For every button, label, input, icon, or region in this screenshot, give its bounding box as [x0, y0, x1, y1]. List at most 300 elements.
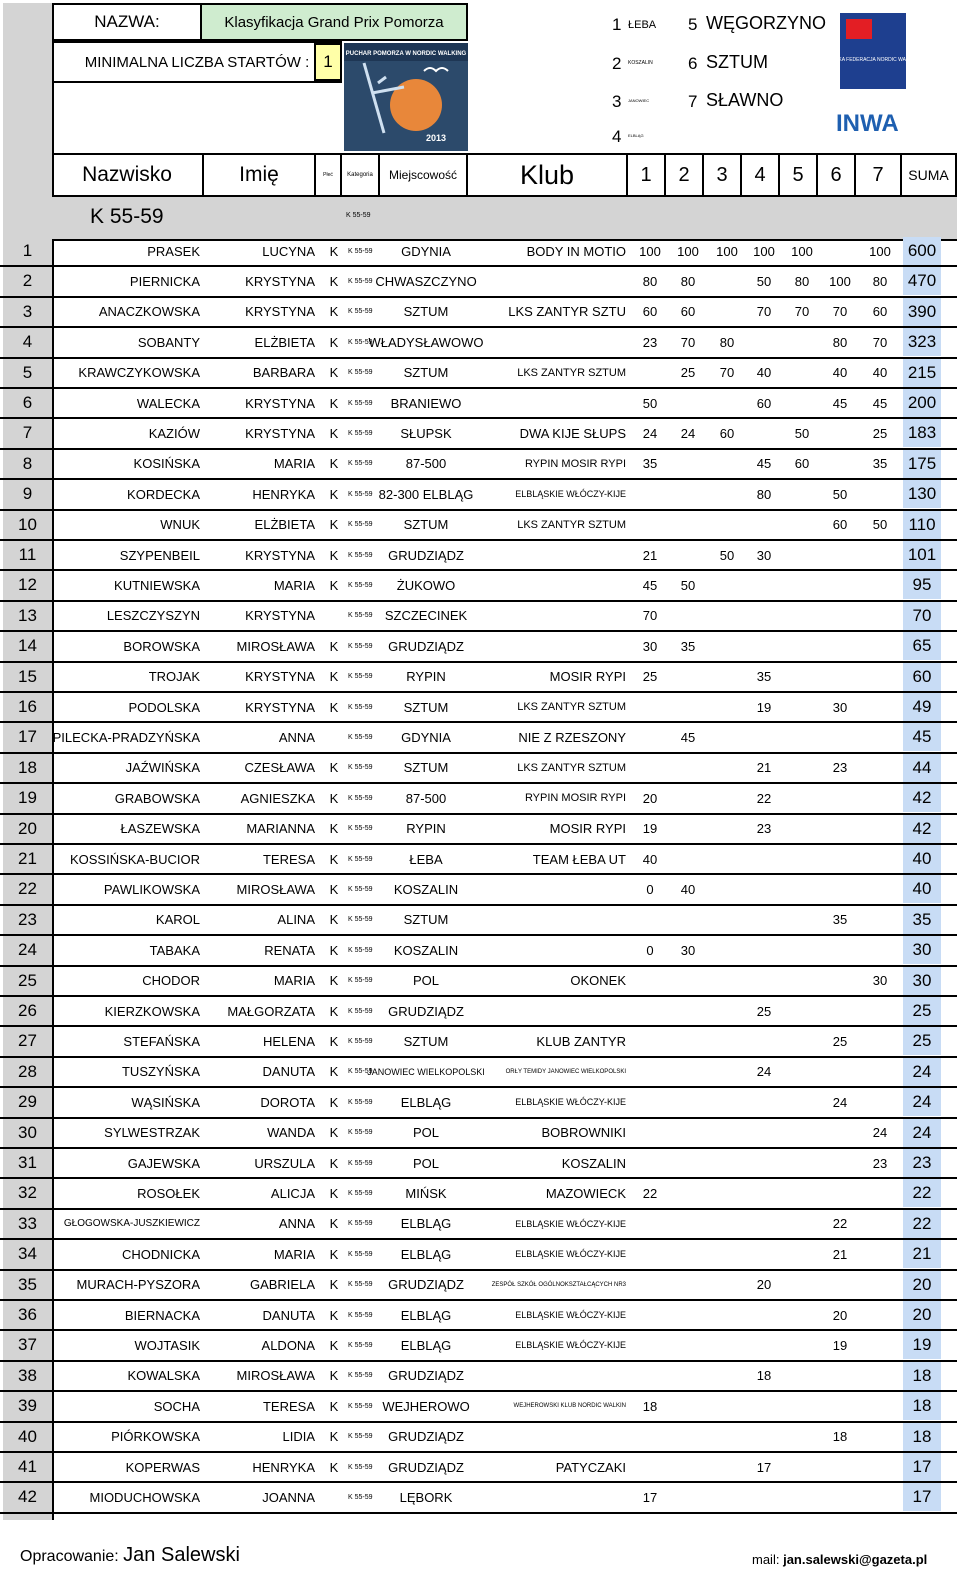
table-row: [0, 1058, 957, 1088]
row-sex: K: [329, 851, 339, 867]
row-sex: K: [329, 699, 339, 715]
row-round-6: 25: [832, 1033, 848, 1049]
row-round-3: 70: [719, 365, 735, 381]
row-category: K 55-59: [348, 1463, 373, 1471]
logo-text: PUCHAR POMORZA W NORDIC WALKING: [345, 51, 467, 57]
row-round-3: [709, 1149, 745, 1177]
row-round-7: [862, 632, 898, 660]
row-round-3: [709, 754, 745, 782]
row-club: OKONEK: [570, 973, 626, 989]
row-round-5: [784, 906, 820, 934]
row-category: K 55-59: [348, 369, 373, 377]
row-round-3: [709, 1483, 745, 1511]
venue-6-name: SZTUM: [706, 52, 768, 72]
row-firstname: MARIA: [273, 1246, 315, 1262]
row-firstname: DANUTA: [262, 1064, 315, 1080]
table-row: [0, 480, 957, 510]
row-round-1: 60: [642, 304, 658, 320]
row-round-3: [709, 1392, 745, 1420]
row-round-4: 80: [756, 486, 772, 502]
row-round-7: [862, 1423, 898, 1451]
row-sum: 24: [903, 1058, 941, 1086]
row-round-3: [709, 298, 745, 326]
row-position: 13: [18, 605, 37, 625]
row-sex: K: [329, 1003, 339, 1019]
row-firstname: AGNIESZKA: [240, 790, 315, 806]
row-club: NIE Z RZESZONY: [518, 729, 626, 745]
row-club: MOSIR RYPI: [549, 669, 626, 685]
row-round-2: [670, 1483, 706, 1511]
row-firstname: ALICJA: [270, 1185, 315, 1201]
row-round-3: [709, 1058, 745, 1086]
row-town: GRUDZIĄDZ: [388, 547, 464, 563]
row-round-1: 19: [642, 821, 658, 837]
row-town: GRUDZIĄDZ: [388, 1368, 464, 1384]
table-row: [0, 693, 957, 723]
venue-7-name: SŁAWNO: [706, 90, 784, 110]
min-starts-label: MINIMALNA LICZBA STARTÓW :: [52, 41, 342, 83]
row-surname: LESZCZYSZYN: [106, 608, 200, 624]
row-round-6: 60: [832, 517, 848, 533]
row-sum: 30: [903, 936, 941, 964]
row-sum: 18: [903, 1423, 941, 1451]
row-sex: K: [329, 1064, 339, 1080]
row-round-7: [862, 1453, 898, 1481]
row-round-7: [862, 1392, 898, 1420]
row-round-3: [709, 602, 745, 630]
row-town: 87-500: [405, 790, 447, 806]
row-round-1: [632, 1453, 668, 1481]
row-round-4: [746, 1423, 782, 1451]
row-round-6: [822, 1149, 858, 1177]
row-round-4: [746, 936, 782, 964]
table-row: [0, 1331, 957, 1361]
row-round-7: [862, 754, 898, 782]
row-category: K 55-59: [348, 1250, 373, 1258]
row-category: K 55-59: [348, 885, 373, 893]
row-firstname: KRYSTYNA: [245, 304, 315, 320]
row-surname: WNUK: [160, 517, 200, 533]
row-round-6: [822, 1058, 858, 1086]
row-position: 27: [18, 1031, 37, 1051]
row-round-4: 22: [756, 790, 772, 806]
row-position: 6: [22, 393, 33, 412]
row-round-7: 50: [872, 517, 888, 533]
row-sex: K: [329, 942, 339, 958]
row-round-1: [632, 1362, 668, 1390]
row-round-6: [822, 1392, 858, 1420]
row-town: GRUDZIĄDZ: [388, 1459, 464, 1475]
row-round-4: [746, 1392, 782, 1420]
row-position: 35: [18, 1274, 37, 1294]
row-round-7: 25: [872, 425, 888, 441]
row-round-1: 20: [642, 790, 658, 806]
row-club: MOSIR RYPI: [549, 821, 626, 837]
row-round-5: 100: [791, 243, 813, 259]
row-firstname: ANNA: [278, 1216, 315, 1232]
row-round-7: [862, 693, 898, 721]
row-round-6: [822, 997, 858, 1025]
row-round-2: [670, 967, 706, 995]
row-round-6: [822, 237, 858, 265]
name-label: NAZWA:: [52, 3, 202, 41]
row-round-1: [632, 1027, 668, 1055]
row-town: SŁUPSK: [400, 425, 452, 441]
row-club: [470, 389, 626, 417]
row-round-6: [822, 815, 858, 843]
row-round-5: 70: [794, 304, 810, 320]
row-firstname: CZESŁAWA: [244, 760, 315, 776]
row-round-3: [709, 1240, 745, 1268]
row-round-5: [784, 723, 820, 751]
row-round-5: [784, 571, 820, 599]
col-club: Klub: [468, 153, 628, 197]
table-row: [0, 389, 957, 419]
row-round-3: [709, 1423, 745, 1451]
row-round-4: [746, 1483, 782, 1511]
row-town: GRUDZIĄDZ: [388, 1429, 464, 1445]
row-round-5: [784, 602, 820, 630]
row-round-7: [862, 845, 898, 873]
row-town: SZTUM: [403, 760, 449, 776]
row-round-5: [784, 1149, 820, 1177]
row-round-7: [862, 1483, 898, 1511]
row-sum: 323: [903, 328, 941, 356]
row-round-4: [746, 1088, 782, 1116]
col-round-1: 1: [628, 153, 666, 197]
row-round-5: [784, 1392, 820, 1420]
row-sex: K: [329, 456, 339, 472]
row-surname: PRASEK: [147, 243, 200, 259]
row-category: K 55-59: [348, 1493, 373, 1501]
row-round-2: 40: [680, 881, 696, 897]
row-surname: PIÓRKOWSKA: [111, 1429, 200, 1445]
row-round-5: [784, 967, 820, 995]
row-category: K 55-59: [348, 1098, 373, 1106]
row-round-4: 70: [756, 304, 772, 320]
row-sex: K: [329, 1429, 339, 1445]
row-sum: 42: [903, 784, 941, 812]
row-round-5: [784, 1301, 820, 1329]
row-round-1: 17: [642, 1489, 658, 1505]
row-round-5: [784, 359, 820, 387]
row-sum: 20: [903, 1301, 941, 1329]
col-round-4: 4: [742, 153, 780, 197]
row-round-7: [862, 997, 898, 1025]
row-sum: 35: [903, 906, 941, 934]
row-round-4: [746, 1179, 782, 1207]
row-category: K 55-59: [348, 277, 373, 285]
row-town: GDYNIA: [401, 243, 451, 259]
row-surname: SYLWESTRZAK: [104, 1125, 200, 1141]
row-surname: GŁOGOWSKA-JUSZKIEWICZ: [63, 1218, 200, 1230]
row-town: GRUDZIĄDZ: [388, 1003, 464, 1019]
table-row: [0, 906, 957, 936]
puchar-pomorza-logo: [344, 43, 468, 151]
inwa-logo: [832, 99, 916, 139]
row-round-7: [862, 1210, 898, 1238]
table-row: [0, 632, 957, 662]
table-row: [0, 1271, 957, 1301]
row-sum: 24: [903, 1119, 941, 1147]
prepared-name: Jan Salewski: [123, 1544, 240, 1566]
row-round-7: [862, 784, 898, 812]
row-sex: K: [329, 1398, 339, 1414]
row-round-2: 24: [680, 425, 696, 441]
row-sum: 17: [903, 1453, 941, 1481]
row-round-7: [862, 936, 898, 964]
row-category: K 55-59: [348, 977, 373, 985]
row-round-7: [862, 602, 898, 630]
row-round-3: [709, 1362, 745, 1390]
row-round-1: 70: [642, 608, 658, 624]
row-round-1: 100: [639, 243, 661, 259]
row-round-6: [822, 1453, 858, 1481]
row-sum: 101: [903, 541, 941, 569]
row-sum: 183: [903, 419, 941, 447]
row-round-7: 30: [872, 973, 888, 989]
prepared-label: Opracowanie:: [20, 1548, 119, 1565]
row-position: 42: [18, 1487, 37, 1507]
row-club: KLUB ZANTYR: [536, 1033, 626, 1049]
row-round-2: [670, 1423, 706, 1451]
row-club: LKS ZANTYR SZTU: [508, 304, 626, 320]
row-round-4: [746, 571, 782, 599]
row-sum: 25: [903, 997, 941, 1025]
row-round-4: [746, 419, 782, 447]
row-position: 18: [18, 757, 37, 777]
row-round-2: [670, 1027, 706, 1055]
row-round-4: [746, 1149, 782, 1177]
row-round-3: [709, 389, 745, 417]
row-surname: TABAKA: [149, 942, 200, 958]
row-round-2: [670, 1088, 706, 1116]
row-round-3: [709, 784, 745, 812]
row-town: KOSZALIN: [393, 881, 459, 897]
row-round-7: [862, 1271, 898, 1299]
row-round-2: [670, 1301, 706, 1329]
row-position: 20: [18, 818, 37, 838]
row-round-3: [709, 1301, 745, 1329]
row-round-1: 24: [642, 425, 658, 441]
row-round-1: [632, 1240, 668, 1268]
row-town: ŁEBA: [409, 851, 443, 867]
row-position: 8: [22, 453, 33, 473]
row-round-2: [670, 1179, 706, 1207]
row-position: 21: [18, 849, 37, 868]
row-round-6: 19: [832, 1337, 848, 1353]
row-round-3: [709, 1331, 745, 1359]
table-row: [0, 1210, 957, 1240]
row-round-1: 80: [642, 273, 658, 289]
row-surname: KAZIÓW: [148, 425, 200, 441]
table-row: [0, 875, 957, 905]
row-sex: K: [329, 1277, 339, 1293]
table-row: [0, 663, 957, 693]
row-surname: TUSZYŃSKA: [121, 1064, 200, 1080]
row-round-5: [784, 936, 820, 964]
venue-2-number: 2: [612, 54, 622, 73]
row-club: LKS ZANTYR SZTUM: [517, 761, 626, 774]
row-position: 34: [18, 1244, 37, 1264]
row-sex: K: [329, 1337, 339, 1353]
row-round-1: [632, 997, 668, 1025]
row-position: 38: [18, 1365, 37, 1385]
row-round-6: [822, 602, 858, 630]
row-surname: MIODUCHOWSKA: [89, 1489, 200, 1505]
row-round-6: 30: [832, 699, 848, 715]
row-round-6: [822, 663, 858, 691]
row-round-2: [670, 1331, 706, 1359]
row-round-7: 24: [872, 1125, 888, 1141]
row-round-6: 22: [832, 1216, 848, 1232]
row-round-1: [632, 693, 668, 721]
row-club: ELBLĄSKIE WŁÓCZY-KIJE: [515, 1218, 626, 1229]
row-town: POL: [412, 1155, 439, 1171]
table-row: [0, 237, 957, 267]
row-sex: K: [329, 395, 339, 411]
row-round-2: [670, 1240, 706, 1268]
row-sex: K: [329, 1368, 339, 1384]
row-firstname: HENRYKA: [252, 1459, 315, 1475]
row-round-7: [862, 875, 898, 903]
row-round-1: [632, 906, 668, 934]
row-town: ELBLĄG: [400, 1246, 452, 1262]
row-round-6: 35: [832, 912, 848, 928]
row-surname: WĄSIŃSKA: [131, 1094, 200, 1110]
row-sum: 70: [903, 602, 941, 630]
row-position: 25: [18, 970, 37, 990]
venue-6-number: 6: [688, 54, 698, 73]
row-round-4: 23: [756, 821, 772, 837]
row-round-6: [822, 723, 858, 751]
row-sum: 95: [903, 571, 941, 599]
row-surname: SZYPENBEIL: [119, 547, 200, 563]
row-position: 1: [22, 241, 33, 260]
row-surname: PODOLSKA: [128, 699, 200, 715]
row-round-1: 25: [642, 669, 658, 685]
row-round-1: [632, 1210, 668, 1238]
row-round-6: 18: [832, 1429, 848, 1445]
row-round-6: 50: [832, 486, 848, 502]
row-round-2: [670, 480, 706, 508]
table-row: [0, 936, 957, 966]
row-club: ELBLĄSKIE WŁÓCZY-KIJE: [515, 1249, 626, 1260]
row-round-1: [632, 359, 668, 387]
row-surname: ŁASZEWSKA: [120, 821, 200, 837]
col-surname: Nazwisko: [52, 153, 204, 197]
col-sum: SUMA: [902, 153, 957, 197]
row-club: DWA KIJE SŁUPS: [519, 425, 626, 441]
row-surname: KRAWCZYKOWSKA: [78, 365, 200, 381]
row-round-5: [784, 1453, 820, 1481]
row-round-1: [632, 1058, 668, 1086]
row-round-2: [670, 815, 706, 843]
row-sex: K: [329, 973, 339, 989]
row-town: GRUDZIĄDZ: [388, 1277, 464, 1293]
row-club: [470, 1483, 626, 1511]
table-row: [0, 1392, 957, 1422]
row-round-5: [784, 1423, 820, 1451]
table-row: [0, 267, 957, 297]
row-firstname: MIROSŁAWA: [236, 638, 315, 654]
row-town: ELBLĄG: [400, 1216, 452, 1232]
row-round-3: [709, 815, 745, 843]
row-firstname: HENRYKA: [252, 486, 315, 502]
row-round-2: [670, 906, 706, 934]
row-town: KOSZALIN: [393, 942, 459, 958]
row-club: RYPIN MOSIR RYPI: [524, 457, 626, 470]
row-round-5: [784, 1240, 820, 1268]
row-round-3: [709, 1119, 745, 1147]
row-category: K 55-59: [348, 855, 373, 863]
row-firstname: MIROSŁAWA: [236, 1368, 315, 1384]
row-round-1: [632, 1271, 668, 1299]
row-round-1: 23: [642, 334, 658, 350]
row-category: K 55-59: [348, 612, 373, 620]
min-starts-value: 1: [314, 43, 342, 81]
row-category: K 55-59: [348, 764, 373, 772]
row-round-3: [709, 632, 745, 660]
row-position: 22: [18, 879, 37, 899]
row-round-5: [784, 480, 820, 508]
row-firstname: WANDA: [267, 1125, 315, 1141]
row-surname: KOPERWAS: [125, 1459, 200, 1475]
row-club: BODY IN MOTIO: [526, 243, 626, 259]
row-round-2: [670, 1392, 706, 1420]
row-round-5: [784, 875, 820, 903]
row-position: 28: [18, 1061, 37, 1081]
col-category: Kategoria: [342, 153, 380, 197]
row-round-4: 25: [756, 1003, 772, 1019]
row-surname: JAŹWIŃSKA: [125, 760, 200, 776]
group-category: K 55-59: [346, 212, 371, 219]
row-firstname: KRYSTYNA: [245, 669, 315, 685]
row-town: POL: [412, 973, 439, 989]
row-town: ELBLĄG: [400, 1094, 452, 1110]
table-row: [0, 541, 957, 571]
row-round-5: [784, 1331, 820, 1359]
row-round-6: [822, 571, 858, 599]
row-round-5: [784, 997, 820, 1025]
row-round-4: [746, 723, 782, 751]
row-sex: [328, 602, 340, 630]
col-round-7: 7: [856, 153, 902, 197]
row-round-4: 17: [756, 1459, 772, 1475]
row-club: [470, 875, 626, 903]
row-firstname: MARIA: [273, 456, 315, 472]
row-sex: K: [329, 1307, 339, 1323]
row-sum: 17: [903, 1483, 941, 1511]
footer-mail: [752, 1552, 927, 1567]
row-sex: K: [329, 1125, 339, 1141]
row-firstname: KRYSTYNA: [245, 608, 315, 624]
row-round-7: [862, 541, 898, 569]
venue-4-number: 4: [612, 127, 622, 146]
footer-prepared: [20, 1544, 240, 1567]
mail-value: jan.salewski@gazeta.pl: [783, 1552, 928, 1567]
row-round-6: 23: [832, 760, 848, 776]
row-round-4: 30: [756, 547, 772, 563]
pfnw-logo: [825, 13, 921, 89]
row-sum: 19: [903, 1331, 941, 1359]
row-position: 11: [18, 545, 37, 564]
row-round-3: 60: [719, 425, 735, 441]
row-surname: MURACH-PYSZORA: [76, 1277, 200, 1293]
row-round-5: [784, 815, 820, 843]
row-sex: K: [329, 365, 339, 381]
row-round-5: [784, 693, 820, 721]
